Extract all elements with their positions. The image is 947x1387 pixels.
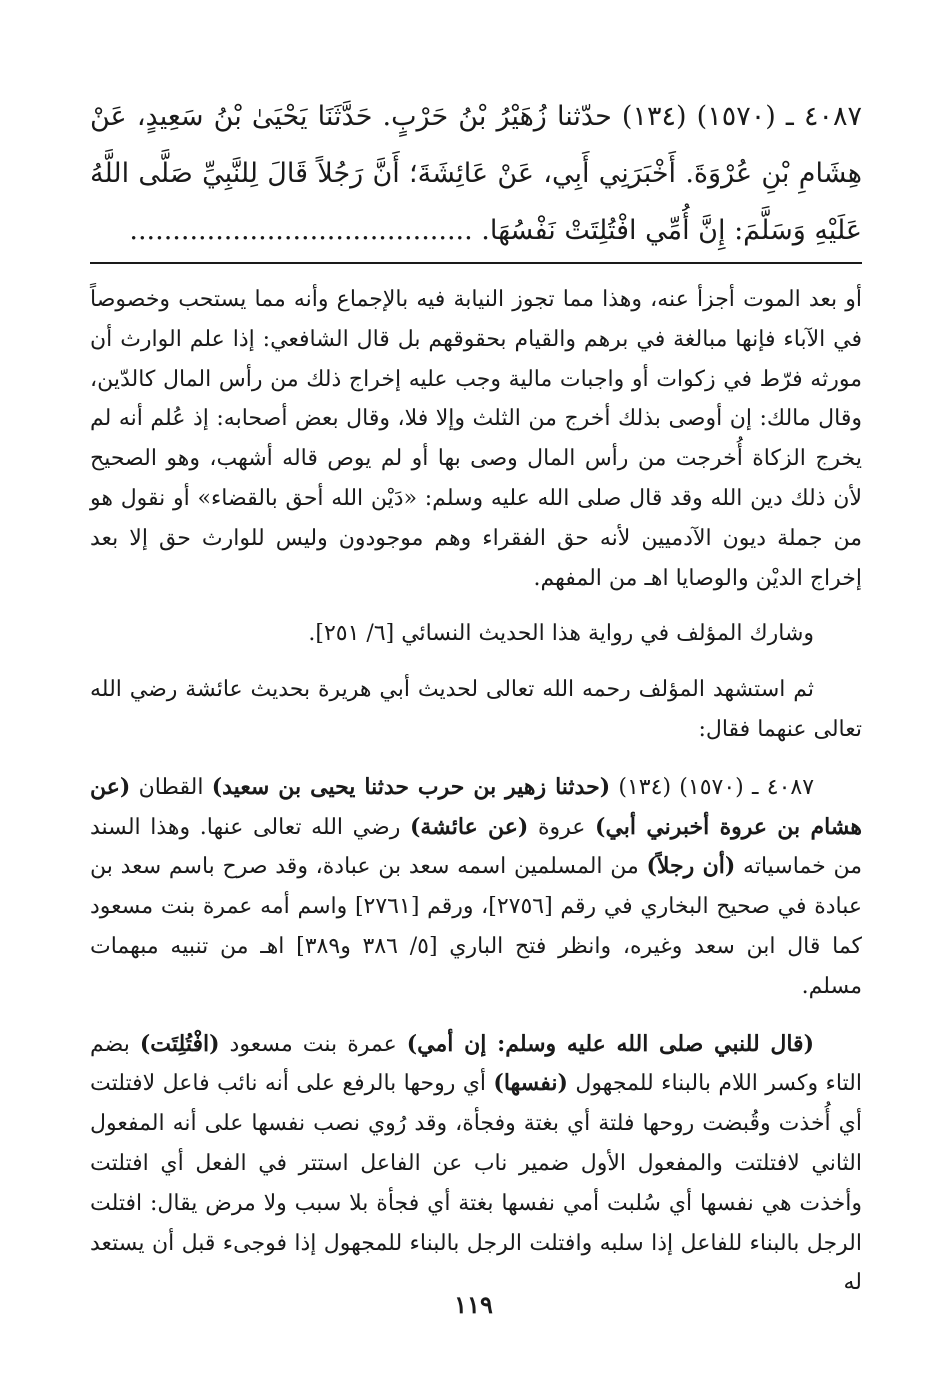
- bold-phrase: (حدثنا زهير بن حرب حدثنا يحيى بن سعيد): [211, 773, 611, 800]
- commentary-paragraph-4: [90, 768, 862, 1007]
- text-run: من المسلمين اسمه سعد بن عبادة، وقد صرح باسم سعد بن عبادة في صحيح البخاري في رقم [٢٧٥٦]، ورقم [٢٧٦١] واسم أمه عمرة بنت مسعود كما قال ابن سعد وغيره، وانظر فتح الباري [٥/ ٣٨٦ و٣٨٩] اهـ من تنبيه مبهمات مسلم.: [90, 854, 863, 999]
- commentary-paragraph-5: [90, 1025, 862, 1304]
- footnote-divider: [90, 262, 862, 264]
- bold-phrase: (عن عائشة): [409, 813, 529, 840]
- commentary-paragraph-3: ثم استشهد المؤلف رحمه الله تعالى لحديث أبي هريرة بحديث عائشة رضي الله تعالى عنهما فقال:: [90, 677, 862, 742]
- bold-phrase: (قال للنبي صلى الله عليه وسلم: إن أمي): [406, 1030, 814, 1057]
- text-run: رضي الله تعالى عنها. وهذا السند من خماسياته: [90, 814, 862, 880]
- text-run: أي روحها بالرفع على أنه نائب فاعل لافتلتت أي أُخذت وقُبضت روحها فلتة أي بغتة وفجأة، وقد رُوي نصب نفسها على أنه المفعول الثاني لافتلتت والمفعول الأول ضمير ناب عن الفاعل استتر في الفعل أي افتلتت وأخذت هي نفسها أي سُلبت أمي نفسها بغتة أي فجأة بلا سبب ولا مرض يقال: افتلت الرجل بالبناء للفاعل إذا سلبه وافتلت الرجل بالبناء للمجهول إذا فوجىء قبل أن يستعد له: [90, 1071, 862, 1296]
- hadith-block: [90, 88, 862, 259]
- text-run: عروة: [528, 814, 596, 840]
- bold-phrase: (أن رجلاً): [646, 853, 736, 880]
- hadith-number: ٤٠٨٧ ـ (١٥٧٠) (١٣٤): [610, 774, 815, 800]
- commentary-paragraph-1: أو بعد الموت أجزأ عنه، وهذا مما تجوز النيابة فيه بالإجماع وأنه مما يستحب وخصوصاً في الآباء فإنها مبالغة في برهم والقيام بحقوقهم بل قال الشافعي: إذا علم الوارث أن مورثه فرّط في زكوات أو واجبات مالية وجب عليه إخراج ذلك من رأس المال كالدّين، وقال مالك: إن أوصى بذلك أخرج من الثلث وإلا فلا، وقال بعض أصحابه: إذ عُلم أنه لم يخرج الزكاة أُخرجت من رأس المال وصى بها أو لم يوص قاله أشهب، وهو الصحيح لأن ذلك دين الله وقد قال صلى الله عليه وسلم: «دَيْن الله أحق بالقضاء» أو نقول هو من جملة ديون الآدميين لأنه حق الفقراء وهم موجودون وليس للوارث حق إلا بعد إخراج الديْن والوصايا اهـ من المفهم.: [90, 287, 863, 591]
- page-number: ١١٩: [454, 1290, 493, 1319]
- bold-phrase: (نفسها): [493, 1070, 568, 1097]
- text-run: القطان: [130, 774, 212, 800]
- bold-phrase: (افْتُلِتَت): [139, 1030, 220, 1057]
- bold-phrase: (عن هشام بن عروة أخبرني أبي): [90, 773, 863, 840]
- commentary-section: [90, 280, 862, 1303]
- hadith-text: ٤٠٨٧ ـ (١٥٧٠) (١٣٤) حدّثنا زُهَيْرُ بْنُ حَرْبٍ. حَدَّثَنَا يَحْيَىٰ بْنُ سَعِيدٍ، عَنْ هِشَامِ بْنِ عُرْوَةَ. أَخْبَرَنِي أَبِي، عَنْ عَائِشَةَ؛ أَنَّ رَجُلاً قَالَ لِلنَّبِيِّ صَلَّى اللَّهُ عَلَيْهِ وَسَلَّمَ: إِنَّ أُمِّي افْتُلِتَتْ نَفْسُهَا. ........................................: [90, 101, 862, 246]
- text-run: بضم التاء وكسر اللام بالبناء للمجهول: [90, 1031, 862, 1097]
- commentary-paragraph-2: وشارك المؤلف في رواية هذا الحديث النسائي [٦/ ٢٥١].: [308, 621, 814, 647]
- text-run: عمرة بنت مسعود: [219, 1031, 407, 1057]
